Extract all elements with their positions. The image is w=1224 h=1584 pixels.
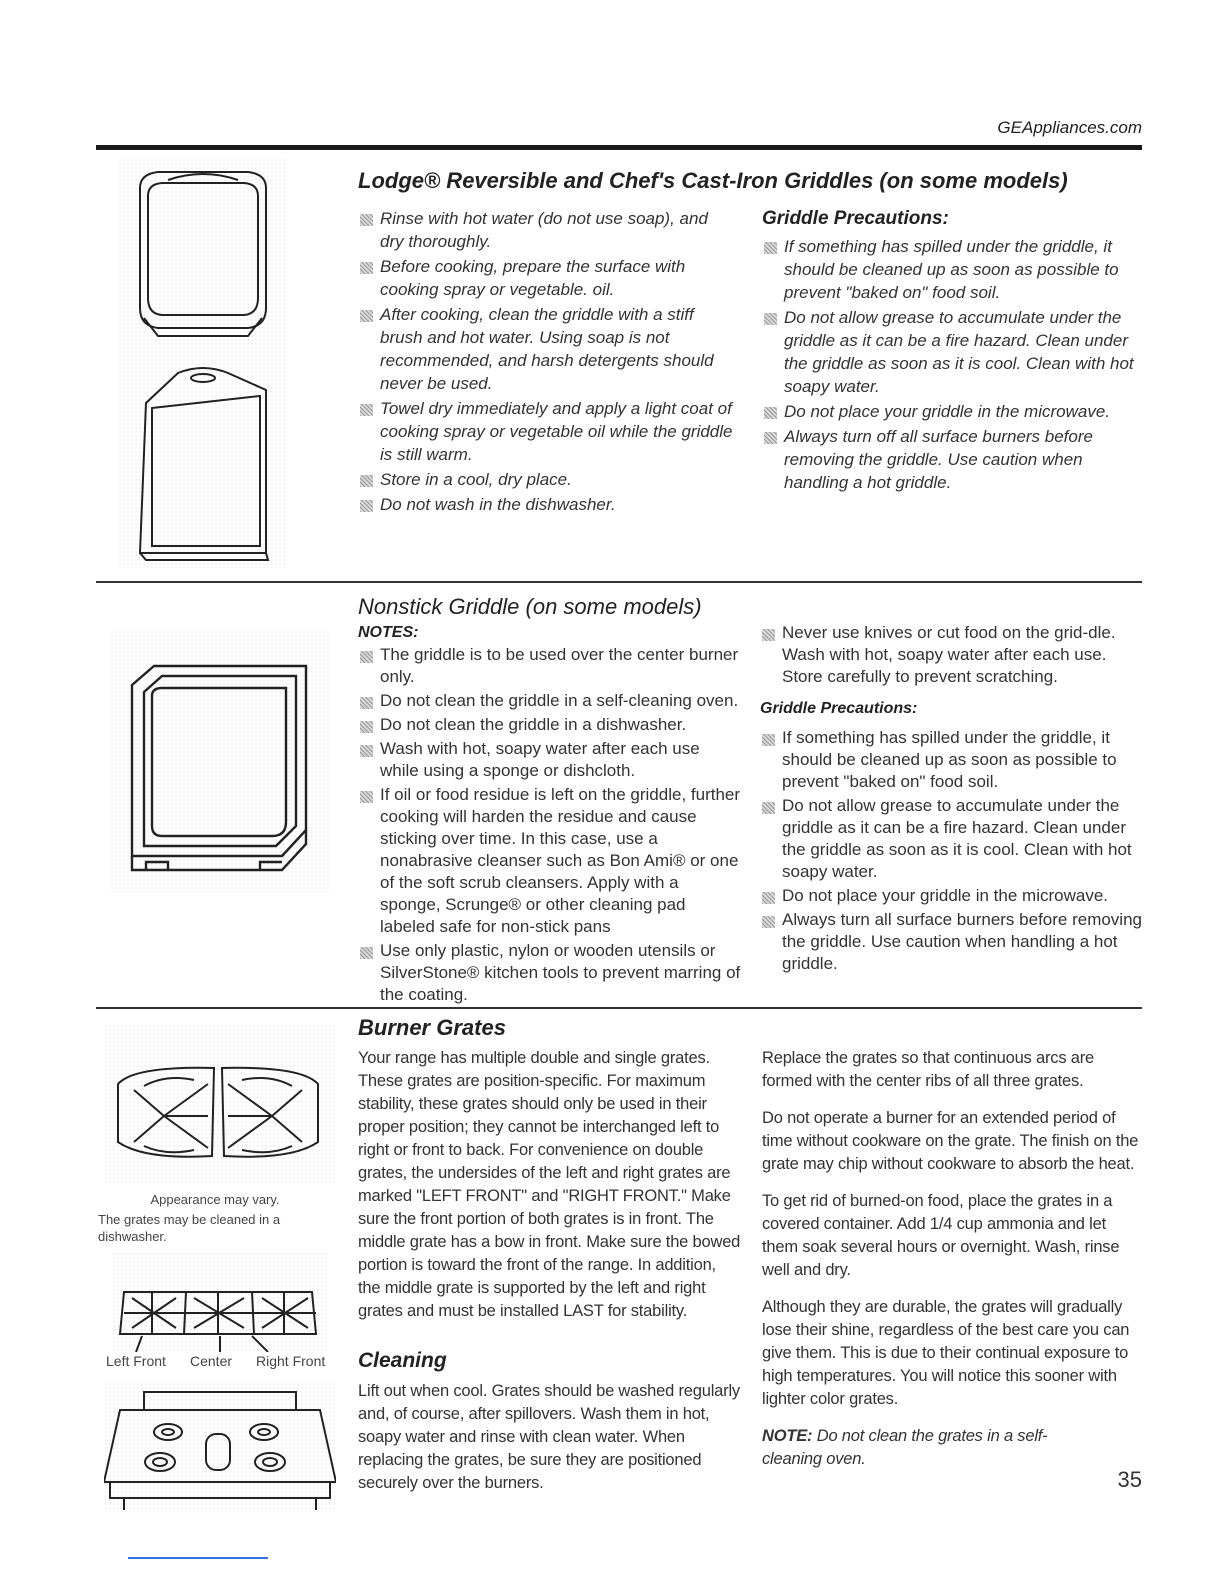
nonstick-knives-list [760,622,1144,690]
list-item: Always turn off all surface burners before removing the griddle. Use caution when handling a hot griddle. [762,425,1144,494]
cleaning-title: Cleaning [358,1349,447,1372]
list-item: If something has spilled under the griddle, it should be cleaned up as soon as possible to prevent "baked on" food soil. [762,235,1144,304]
header-rule [96,145,1142,150]
list-item: Do not place your griddle in the microwave. [760,885,1144,907]
cleaning-text: Lift out when cool. Grates should be washed regularly and, of course, after spillovers. Wash them in hot, soapy water and rinse with clean water. When replacing the grates, be sure they are positioned securely over the burners. [358,1382,740,1492]
list-item: Do not wash in the dishwasher. [358,493,734,516]
lodge-title: Lodge® Reversible and Chef's Cast-Iron Griddles (on some models) [358,168,1068,193]
list-item: The griddle is to be used over the center burner only. [358,644,742,688]
list-item: Store in a cool, dry place. [358,468,734,491]
grates-right-column [762,1047,1144,1485]
list-item: If oil or food residue is left on the griddle, further cooking will harden the residue and cause sticking over time. In this case, use a nonabrasive cleanser such as Bon Ami® or one of the soft scrub cleansers. Apply with a sponge, Scrunge® or other cleaning pad labeled safe for non-stick pans [358,784,742,938]
lodge-precautions-list [762,235,1144,496]
grates-note [762,1425,1102,1471]
grates-paragraph: Although they are durable, the grates will gradually lose their shine, regardless of the best care you can give them. This is due to their continual exposure to high temperatures. You will notice this sooner with lighter color grates. [762,1298,1130,1408]
list-item: Use only plastic, nylon or wooden utensils or SilverStone® kitchen tools to prevent marring of the coating. [358,940,742,1006]
nonstick-precautions-list [760,727,1144,977]
footer-line [128,1557,268,1559]
note-label: NOTE: [762,1427,813,1445]
label-center: Center [190,1353,233,1369]
list-item: Before cooking, prepare the surface with cooking spray or vegetable. oil. [358,255,734,301]
list-item: Rinse with hot water (do not use soap), and dry thoroughly. [358,207,734,253]
nonstick-notes-list [358,644,742,1008]
list-item: Do not clean the griddle in a dishwasher. [358,714,742,736]
caption-appearance: Appearance may vary. [150,1192,280,1207]
label-left-front: Left Front [106,1353,166,1369]
list-item: Do not clean the griddle in a self-cleaning oven. [358,690,742,712]
cast-iron-griddle-illustration [118,158,286,568]
list-item: Do not place your griddle in the microwave. [762,400,1144,423]
list-item: Never use knives or cut food on the grid-dle. Wash with hot, soapy water after each use. Store carefully to prevent scratching. [760,622,1144,688]
grates-paragraph: Replace the grates so that continuous arcs are formed with the center ribs of all three grates. [762,1049,1094,1090]
site-url: GEAppliances.com [997,118,1142,137]
burner-grates-title: Burner Grates [358,1015,506,1040]
list-item: Always turn all surface burners before removing the griddle. Use caution when handling a hot griddle. [760,909,1144,975]
cooktop-illustration [104,1382,336,1510]
note-text: Do not clean the grates in a self-cleaning oven. [762,1427,1048,1468]
grates-paragraph: Do not operate a burner for an extended period of time without cookware on the grate. The finish on the grate may chip without cookware to absorb the heat. [762,1109,1139,1173]
nonstick-notes-label: NOTES: [358,624,419,641]
list-item: If something has spilled under the griddle, it should be cleaned up as soon as possible to prevent "baked on" food soil. [760,727,1144,793]
label-right-front: Right Front [256,1353,326,1369]
list-item: Do not allow grease to accumulate under the griddle as it can be a fire hazard. Clean under the griddle as soon as it is cool. Clean with hot soapy water. [762,306,1144,398]
lodge-precautions-title: Griddle Precautions: [762,208,949,229]
nonstick-title: Nonstick Griddle (on some models) [358,594,702,619]
caption-dishwasher: The grates may be cleaned in a dishwasher. [98,1212,281,1244]
section-divider [96,581,1142,583]
list-item: Do not allow grease to accumulate under the griddle as it can be a fire hazard. Clean under the griddle as soon as it is cool. Clean with hot soapy water. [760,795,1144,883]
nonstick-precautions-title: Griddle Precautions: [760,700,918,717]
grates-intro-text: Your range has multiple double and single grates. These grates are position-specific. For maximum stability, these grates should only be used in their proper position; they cannot be interchanged left to right or front to back. For convenience on double grates, the undersides of the left and right grates are marked "LEFT FRONT" and "RIGHT FRONT." Make sure the front portion of both grates is in front. The middle grate has a bow in front. Make sure the bowed portion is toward the front of the range. In addition, the middle grate is supported by the left and right grates and must be installed LAST for stability. [358,1049,741,1320]
section-divider [96,1007,1142,1009]
double-grates-illustration [104,1024,334,1184]
three-grates-illustration [112,1252,328,1352]
nonstick-griddle-illustration [110,630,330,892]
list-item: Towel dry immediately and apply a light coat of cooking spray or vegetable oil while the griddle is still warm. [358,397,734,466]
list-item: After cooking, clean the griddle with a stiff brush and hot water. Using soap is not recommended, and harsh detergents should never be used. [358,303,734,395]
lodge-care-list [358,207,734,518]
page-number: 35 [1117,1467,1142,1492]
list-item: Wash with hot, soapy water after each use while using a sponge or dishcloth. [358,738,742,782]
grates-paragraph: To get rid of burned-on food, place the grates in a covered container. Add 1/4 cup ammonia and let them soak several hours or overnight. Wash, rinse well and dry. [762,1192,1120,1279]
